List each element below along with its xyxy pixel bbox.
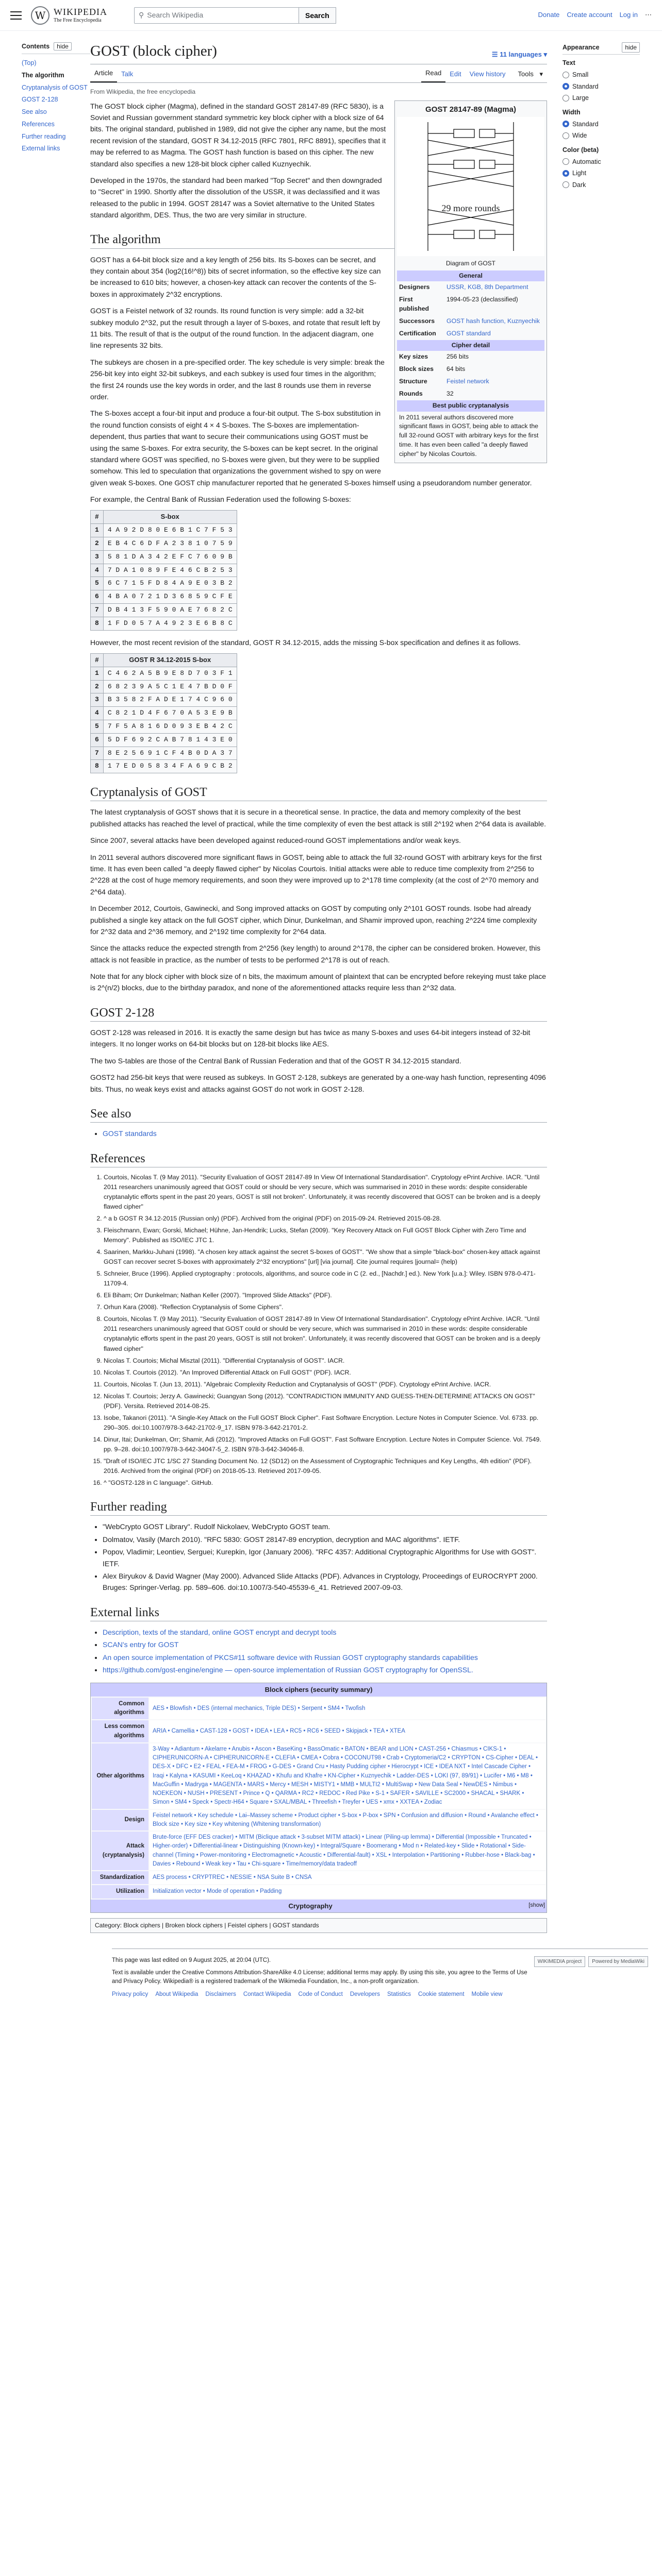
infobox-caption: Diagram of GOST [445, 260, 496, 267]
toc-item-further-reading[interactable]: Further reading [22, 132, 66, 140]
feistel-diagram [397, 117, 544, 256]
text-standard-option[interactable]: Standard [562, 81, 640, 93]
tab-article[interactable]: Article [90, 68, 117, 83]
list-item: 9. Nicolas T. Courtois; Michal Misztal (2011). "Differential Cryptanalysis of GOST". IACR. [104, 1356, 547, 1366]
appearance-hide-button[interactable]: hide [622, 42, 640, 53]
list-item: 4. Saarinen, Markku-Juhani (1998). "A chosen key attack against the secret S-boxes of GOST". "We show that a simple "black-box" chosen-key attack against GOST can recover secret S-boxes with approximately 2^32 encryptions" [url] [via journal]. Cite journal requires |journal= (help) [104, 1247, 547, 1267]
crypt-p5: Since the attacks reduce the expected strength from 2^256 (key length) to around 2^178, the cipher can be considered broken. However, this attack is not feasible in practice, as the number of tests to be performed 2^178 is out of reach. [90, 944, 541, 964]
list-item: 15. "Draft of ISO/IEC JTC 1/SC 27 Standing Document No. 12 (SD12) on the Assessment of Cryptographic Techniques and Key Lengths, 4th edition" (PDF). 2016. Archived from the original (PDF) on 2018-05-13. Retrieved 2017-09-05. [104, 1456, 547, 1476]
toc-item-gost2[interactable]: GOST 2-128 [22, 96, 58, 104]
wikipedia-logo[interactable] [31, 6, 119, 25]
infobox-best-text: In 2011 several authors discovered more significant flaws in GOST, being able to attack the full 32-round GOST with arbitrary keys for the first time. It has even been called "a deeply flawed cipher" by Nicolas Courtois. [399, 413, 539, 457]
header [0, 0, 662, 31]
crypt-p6: Note that for any block cipher with block size of n bits, the maximum amount of plaintext that can be encrypted before rekeying must take place is 2^(n/2) blocks, due to the birthday paradox, and none of the aforementioned attacks require less than 2^32 data. [90, 972, 547, 992]
heading-algorithm: The algorithm [90, 232, 547, 248]
see-also-link[interactable]: GOST standards [103, 1129, 157, 1138]
list-item: 11. Courtois, Nicolas T. (Jun 13, 2011). "Algebraic Complexity Reduction and Cryptanalysis of GOST" (PDF). Cryptology ePrint Archive. IACR. [104, 1380, 547, 1389]
page-footer [112, 1948, 648, 1999]
tab-read[interactable]: Read [421, 68, 445, 83]
infobox-detail-header: Cipher detail [397, 340, 544, 351]
gost2-p3: GOST2 had 256-bit keys that were reused as subkeys. In GOST 2-128, subkeys are generated by a one-way hash function, representing 4096 bits. Thus, no weak keys exist and attacks against GOST do not work in GOST 2-128. [90, 1073, 546, 1093]
search-form [134, 7, 336, 24]
wikimedia-badge[interactable]: WIKIMEDIA project [534, 1956, 586, 1967]
footer-link[interactable]: Mobile view [471, 1991, 503, 1998]
list-item: 7. Orhun Kara (2008). "Reflection Cryptanalysis of Some Ciphers". [104, 1302, 547, 1312]
list-item[interactable]: Description, texts of the standard, online GOST encrypt and decrypt tools [103, 1628, 337, 1636]
category-links[interactable]: Category: Block ciphers | Broken block ciphers | Feistel ciphers | GOST standards [90, 1918, 547, 1933]
infobox-general-header: General [397, 270, 544, 282]
heading-cryptanalysis: Cryptanalysis of GOST [90, 785, 547, 801]
footer-link[interactable]: Developers [350, 1991, 380, 1998]
text-large-option[interactable]: Large [562, 92, 640, 104]
donate-link[interactable]: Donate [538, 11, 560, 19]
heading-external-links: External links [90, 1605, 547, 1621]
infobox-best-header: Best public cryptanalysis [397, 400, 544, 412]
search-icon: ⚲ [139, 11, 144, 20]
list-item: 12. Nicolas T. Courtois; Jerzy A. Gawinecki; Guangyan Song (2012). "CONTRADICTION IMMUNITY AND GUESS-THEN-DETERMINE ATTACKS ON GOST" (PDF). Versita. Retrieved 2014-08-25. [104, 1392, 547, 1411]
text-size-label: Text [562, 59, 575, 66]
heading-references: References [90, 1151, 547, 1167]
list-item: 10. Nicolas T. Courtois (2012). "An Improved Differential Attack on Full GOST" (PDF). IACR. [104, 1368, 547, 1378]
tab-edit[interactable]: Edit [450, 70, 461, 78]
infobox [394, 100, 547, 463]
tab-talk[interactable]: Talk [121, 70, 134, 78]
toc-item-cryptanalysis[interactable]: Cryptanalysis of GOST [22, 83, 88, 91]
table-row: 5 7 F 5 A 8 1 6 D 0 9 3 E B 4 2 C [91, 720, 237, 734]
infobox-title: GOST 28147-89 (Magma) [425, 105, 516, 114]
navbox-cryptography[interactable]: Cryptography [show] [91, 1900, 547, 1913]
toc-hide-button[interactable]: hide [54, 42, 72, 50]
width-wide-option[interactable]: Wide [562, 130, 640, 142]
wikipedia-globe-icon: W [31, 6, 49, 25]
wordmark: WIKIPEDIA [54, 7, 107, 18]
table-row: 6 4 B A 0 7 2 1 D 3 6 8 5 9 C F E [91, 590, 237, 604]
license-text: Text is available under the Creative Commons Attribution-ShareAlike 4.0 License; additional terms may apply. By using this site, you agree to the Terms of Use and Privacy Policy. Wikipedia® is a registered trademark of the Wikimedia Foundation, Inc., a non-profit organization. [112, 1969, 527, 1985]
create-account-link[interactable]: Create account [567, 11, 613, 19]
toc-top[interactable]: (Top) [22, 59, 37, 66]
crypt-p1: The latest cryptanalysis of GOST shows that it is secure in a theoretical sense. In practice, the data and memory complexity of the best published attacks has reached the level of practical, while the time complexity of even the best attack is still 2^192 when 2^64 data is available. [90, 808, 546, 828]
table-row: 7 D B 4 1 3 F 5 9 0 A E 7 6 8 2 C [91, 604, 237, 617]
algorithm-p5: For example, the Central Bank of Russian Federation used the following S-boxes: [90, 495, 351, 504]
main-menu-icon[interactable] [10, 11, 22, 20]
footer-link[interactable]: Disclaimers [205, 1991, 236, 1998]
list-item: 2. ^ a b GOST R 34.12-2015 (Russian only) (PDF). Archived from the original (PDF) on 2015-09-24. Retrieved 2015-08-28. [104, 1214, 547, 1224]
navbox-block-ciphers: Block ciphers (security summary) Common algorithms AES • Blowfish • DES (internal mechanics, Triple DES) • Serpent • SM4 • Twofish Less common algorithms ARIA • Camellia • CAST-128 • GOST • IDEA • LEA • RC5 • RC6 • SEED • Skipjack • TEA • XTEA Other algorithms 3-Way • Adiantum • Akelarre • Anubis • Ascon • BaseKing • BassOmatic • BATON • BEAR and LION • CAST-256 • Chiasmus • CIKS-1 • CIPHERUNICORN-A • CIPHERUNICORN-E • CLEFIA • CMEA • Cobra • COCONUT98 • Crab • Cryptomeria/C2 • CRYPTON • CS-Cipher • DEAL • DES-X • DFC • E2 • FEAL • FEA-M • FROG • G-DES • Grand Cru • Hasty Pudding cipher • Hierocrypt • ICE • IDEA NXT • Intel Cascade Cipher • Iraqi • Kalyna • KASUMI • KeeLoq • KHAZAD • Khufu and Khafre • KN-Cipher • Kuznyechik • Ladder-DES • LOKI (97, 89/91) • Lucifer • M6 • M8 • MacGuffin • Madryga • MAGENTA • MARS • Mercy • MESH • MISTY1 • MMB • MULTI2 • MultiSwap • New Data Seal • NewDES • Nimbus • NOEKEON • NUSH • PRESENT • Prince • Q • QARMA • RC2 • REDOC • Red Pike • S-1 • SAFER • SAVILLE • SC2000 • SHACAL • SHARK • Simon • SM4 • Speck • Spectr-H64 • Square • SXAL/MBAL • Threefish • Treyfer • UES • xmx • XXTEA • Zodiac Design Feistel network • Key schedule • Lai–Massey scheme • Product cipher • S-box • P-box • SPN • Confusion and diffusion • Round • Avalanche effect • Block size • Key size • Key whitening (Whitening transformation) Attack (cryptanalysis) Brute-force (EFF DES cracker) • MITM (Biclique attack • 3-subset MITM attack) • Linear (Piling-up lemma) • Differential (Impossible • Truncated • Higher-order) • Differential-linear • Distinguishing (Known-key) • Integral/Square • Boomerang • Mod n • Related-key • Slide • Rotational • Side-channel (Timing • Power-monitoring • Electromagnetic • Acoustic • Differential-fault) • XSL • Interpolation • Partitioning • Rubber-hose • Black-bag • Davies • Rebound • Weak key • Tau • Chi-square • Time/memory/data tradeoff Standardization AES process • CRYPTREC • NESSIE • NSA Suite B • CNSA Utilization Initialization vector • Mode of operation • Padding Cryptography [show] [90, 1683, 547, 1913]
table-row: 8 1 F D 0 5 7 A 4 9 2 3 E 6 B 8 C [91, 617, 237, 630]
toc-item-see-also[interactable]: See also [22, 108, 47, 115]
width-label: Width [562, 108, 581, 116]
crypt-p2: Since 2007, several attacks have been developed against reduced-round GOST implementations and/or weak keys. [90, 836, 461, 845]
text-small-option[interactable]: Small [562, 69, 640, 81]
list-item: 14. Dinur, Itai; Dunkelman, Orr; Shamir, Adi (2012). "Improved Attacks on Full GOST". Fast Software Encryption. Lecture Notes in Computer Science. Vol. 7549. pp. 9–28. doi:10.1007/978-3-642-34047-5_2. ISBN 978-3-642-34046-8. [104, 1435, 547, 1454]
list-item: 3. Fleischmann, Ewan; Gorski, Michael; Hühne, Jan-Hendrik; Lucks, Stefan (2009). "Key Recovery Attack on Full GOST Block Cipher with Zero Time and Memory". Published as ISO/IEC JTC 1. [104, 1226, 547, 1245]
heading-gost2: GOST 2-128 [90, 1005, 547, 1022]
external-links-list [90, 1626, 547, 1676]
list-item: 13. Isobe, Takanori (2011). "A Single-Key Attack on the Full GOST Block Cipher". Fast Software Encryption. Lecture Notes in Computer Science. Vol. 6733. pp. 290–305. doi:10.1007/978-3-642-21702-9_17. ISBN 978-3-642-21701-2. [104, 1413, 547, 1433]
list-item[interactable]: An open source implementation of PKCS#11 software device with Russian GOST cryptography standards capabilities [103, 1653, 478, 1662]
table-row: 5 6 C 7 1 5 F D 8 4 A 9 E 0 3 B 2 [91, 577, 237, 590]
tab-history[interactable]: View history [469, 70, 506, 78]
color-dark-option[interactable]: Dark [562, 179, 640, 191]
width-standard-option[interactable]: Standard [562, 118, 640, 130]
page-title: GOST (block cipher) ☰ 11 languages ▾ [90, 39, 547, 64]
algorithm-p1: GOST has a 64-bit block size and a key length of 256 bits. Its S-boxes can be secret, and they contain about 354 (log2(16!^8)) bits of secret information, so the effective key size can be increased to 610 bits; however, a chosen-key attack can recover the contents of the S-boxes in approximately 2^32 encryptions. [90, 255, 381, 298]
mediawiki-badge[interactable]: Powered by MediaWiki [588, 1956, 648, 1967]
navbox-title[interactable]: Block ciphers (security summary) [91, 1683, 547, 1697]
table-row: 2 E B 4 C 6 D F A 2 3 8 1 0 7 5 9 [91, 537, 237, 551]
last-edited: This page was last edited on 9 August 2025, at 20:04 (UTC). [112, 1957, 271, 1964]
algorithm-p2: GOST is a Feistel network of 32 rounds. Its round function is very simple: add a 32-bit subkey modulo 2^32, put the result through a layer of S-boxes, and rotate that result left by 11 bits. The result of that is the output of the round function. In the adjacent diagram, one line represents 32 bits. [90, 307, 380, 350]
list-item: 1. Courtois, Nicolas T. (9 May 2011). "Security Evaluation of GOST 28147-89 In View Of International Standardisation". Cryptology ePrint Archive. IACR. "Until 2011 researchers unanimously agreed that GOST could or should be very secure, which was summarised in 2010 in these words: despite considerable cryptanalytic efforts spent in the past 20 years, GOST is still not broken". Unfortunately, it was recently discovered that GOST can be broken and is a deeply flawed cipher" [104, 1173, 547, 1212]
list-item: 16. ^ "GOST2-128 in C language". GitHub. [104, 1478, 547, 1488]
gost2-p2: The two S-tables are those of the Central Bank of Russian Federation and that of the GOST R 34.12-2015 standard. [90, 1056, 461, 1065]
list-item: 8. Courtois, Nicolas T. (9 May 2011). "Security Evaluation of GOST 28147-89 In View Of International Standardisation". Cryptology ePrint Archive. IACR. "Until 2011 researchers unanimously agreed that GOST could or should be very secure, which was summarised in 2010 in these words: despite considerable cryptanalytic efforts spent in the past 20 years, GOST is still not broken". Unfortunately, it was recently discovered that GOST can be broken and is a deeply flawed cipher" [104, 1314, 547, 1353]
footer-link[interactable]: Contact Wikipedia [243, 1991, 291, 1998]
table-of-contents [0, 31, 90, 1933]
references-list [90, 1173, 547, 1488]
intro-p1: The GOST block cipher (Magma), defined in the standard GOST 28147-89 (RFC 5830), is a Soviet and Russian government standard symmetric key block cipher with a block size of 64 bits. The original standard, published in 1989, did not give the cipher any name, but the most recent revision of the standard, GOST R 34.12-2015 (RFC 7801, RFC 8891), specifies that it may be referred to as Magma. The GOST hash function is based on this cipher. The new standard also specifies a new 128-bit block cipher called Kuznyechik. [90, 101, 386, 168]
algorithm-p3: The subkeys are chosen in a pre-specified order. The key schedule is very simple: break the 256-bit key into eight 32-bit subkeys, and each subkey is used four times in the algorithm; the first 24 rounds use the key words in order, and the last 8 rounds use them in reverse order. [90, 358, 385, 401]
list-item: • Alex Biryukov & David Wagner (May 2000). Advanced Slide Attacks (PDF). Advances in Cryptology, Proceedings of EUROCRYPT 2000. Bruges: Springer-Verlag. pp. 589–606. doi:10.1007/3-540-45539-6_41. Retrieved 2007-09-03. [103, 1570, 547, 1594]
table-row: 1 4 A 9 2 D 8 0 E 6 B 1 C 7 F 5 3 [91, 524, 237, 537]
table-row: 8 1 7 E D 0 5 8 3 4 F A 6 9 C B 2 [91, 760, 237, 773]
table-row: 3 5 8 1 D A 3 4 2 E F C 7 6 0 9 B [91, 550, 237, 564]
footer-link[interactable]: Cookie statement [418, 1991, 465, 1998]
table-row: 2 6 8 2 3 9 A 5 C 1 E 4 7 B D 0 F [91, 680, 237, 693]
login-link[interactable]: Log in [619, 11, 638, 19]
page-tabs [90, 64, 547, 83]
toc-item-algorithm[interactable]: The algorithm [22, 71, 64, 79]
tab-tools[interactable]: Tools ▾ [518, 70, 543, 78]
language-button[interactable]: ☰ 11 languages ▾ [491, 50, 547, 58]
tagline: The Free Encyclopedia [54, 17, 102, 23]
table-row: 7 8 E 2 5 6 9 1 C F 4 B 0 D A 3 7 [91, 747, 237, 760]
article [90, 31, 547, 1933]
footer-link[interactable]: Statistics [387, 1991, 411, 1998]
table-row: 6 5 D F 6 9 2 C A B 7 8 1 4 3 E 0 [91, 733, 237, 747]
list-item[interactable]: https://github.com/gost-engine/engine — open-source implementation of Russian GOST cryptography for OpenSSL. [103, 1666, 473, 1674]
sbox-table-2015: # GOST R 34.12-2015 S-box 1 C 4 6 2 A 5 B 9 E 8 D 7 0 3 F 1 2 6 8 2 3 9 A 5 C 1 E 4 7 B D 0 F 3 B 3 5 8 2 F A D E 1 7 4 C 9 6 0 4 C 8 2 1 D 4 F 6 7 0 A 5 3 E 9 B 5 7 F 5 A 8 1 6 D 0 9 3 E B 4 2 C 6 5 D F 6 9 2 C A B 7 8 1 4 3 E 0 7 8 E 2 5 6 9 1 C F 4 B 0 D A 3 7 8 1 7 E D 0 5 8 3 4 F A 6 9 C B 2 [90, 653, 237, 773]
list-item: • Dolmatov, Vasily (March 2010). "RFC 5830: GOST 28147-89 encryption, decryption and MAC algorithms". IETF. [103, 1534, 547, 1545]
navbox-show-button[interactable]: [show] [528, 1902, 545, 1908]
further-reading-list [90, 1521, 547, 1593]
list-item: 5. Schneier, Bruce (1996). Applied cryptography : protocols, algorithms, and source code in C (2. ed., [Nachdr.] ed.). New York [u.a.]: Wiley. ISBN 978-0-471-11709-4. [104, 1269, 547, 1289]
diagram-rounds-label: 29 more rounds [441, 203, 500, 214]
crypt-p4: In December 2012, Courtois, Gawinecki, and Song improved attacks on GOST by computing only 2^101 GOST rounds. Isobe had already published a single key attack on the full GOST cipher, which Dinur, Dunkelman, and Shamir improved upon, reaching 2^224 time complexity for 2^32 data and 2^36 memory, and 2^192 time complexity for 2^64 data. [90, 904, 537, 936]
heading-see-also: See also [90, 1106, 547, 1123]
sbox-table-cbr: # S-box 1 4 A 9 2 D 8 0 E 6 B 1 C 7 F 5 3 2 E B 4 C 6 D F A 2 3 8 1 0 7 5 9 3 5 8 1 D A 3 4 2 E F C 7 6 0 9 B 4 7 D A 1 0 8 9 F E 4 6 C B 2 5 3 5 6 C 7 1 5 F D 8 4 A 9 E 0 3 B 2 6 4 B A 0 7 2 1 D 3 6 8 5 9 C F E 7 D B 4 1 3 F 5 9 0 A E 7 6 8 2 C 8 1 F D 0 5 7 A 4 9 2 3 E 6 B 8 C [90, 510, 237, 630]
toc-item-references[interactable]: References [22, 120, 55, 128]
search-button[interactable]: Search [299, 7, 336, 24]
user-menu-icon[interactable]: ⋯ [645, 11, 652, 19]
gost2-p1: GOST 2-128 was released in 2016. It is exactly the same design but has twice as many S-boxes and uses 64-bit integers instead of 32-bit integers. It no longer works on 64-bit blocks but on 128-bit blocks like AES. [90, 1028, 531, 1048]
list-item: • "WebCrypto GOST Library". Rudolf Nickolaev, WebCrypto GOST team. [103, 1521, 547, 1532]
intro-p2: Developed in the 1970s, the standard had been marked "Top Secret" and then downgraded to "Secret" in 1990. Shortly after the dissolution of the USSR, it was declassified and it was released to the public in 1994. GOST 28147 was a Soviet alternative to the United States standard algorithm, DES. Thus, the two are very similar in structure. [90, 176, 382, 219]
toc-item-external-links[interactable]: External links [22, 145, 60, 152]
table-row: 3 B 3 5 8 2 F A D E 1 7 4 C 9 6 0 [91, 693, 237, 707]
algorithm-p6: However, the most recent revision of the standard, GOST R 34.12-2015, adds the missing S-box specification and defines it as follows. [90, 638, 521, 647]
footer-link[interactable]: Privacy policy [112, 1991, 148, 1998]
list-item: • Popov, Vladimir; Leontiev, Serguei; Kurepkin, Igor (January 2006). "RFC 4357: Additional Cryptographic Algorithms for Use with GOST". IETF. [103, 1546, 547, 1569]
toc-header: Contents hide [22, 41, 90, 54]
footer-link[interactable]: About Wikipedia [155, 1991, 198, 1998]
algorithm-p4: The S-boxes accept a four-bit input and produce a four-bit output. The S-box substitution in the round function consists of eight 4 × 4 S-boxes. The S-boxes are implementation-dependent, thus parties that want to secure their communications using GOST must be using the same S-boxes. For extra security, the S-boxes can be kept secret. In the original standard where GOST was specified, no S-boxes were given, but they were to be supplied somehow. This led to speculation that organizations the government wished to spy on were given weak S-boxes. One GOST chip manufacturer reported that he generated S-boxes himself using a pseudorandom number generator. [90, 409, 532, 487]
infobox-general-table: Designers USSR, KGB, 8th Department First published 1994-05-23 (declassified) Successors GOST hash function, Kuznyechik Certification GOST standard [399, 283, 540, 337]
infobox-detail-table: Key sizes 256 bits Block sizes 64 bits Structure Feistel network Rounds 32 [399, 353, 489, 397]
footer-link[interactable]: Code of Conduct [298, 1991, 343, 1998]
tagline-from: From Wikipedia, the free encyclopedia [90, 88, 196, 96]
list-item: 6. Eli Biham; Orr Dunkelman; Nathan Keller (2007). "Improved Slide Attacks" (PDF). [104, 1291, 547, 1300]
heading-further-reading: Further reading [90, 1499, 547, 1516]
search-input[interactable]: ⚲ Search Wikipedia [134, 7, 299, 24]
table-row: 4 C 8 2 1 D 4 F 6 7 0 A 5 3 E 9 B [91, 707, 237, 720]
crypt-p3: In 2011 several authors discovered more significant flaws in GOST, being able to attack the full 32-round GOST with arbitrary keys for the first time. It has even been called "a deeply flawed cipher" by Nicolas Courtois. Initial attacks were able to reduce time complexity from 2^256 to 2^228 at the cost of huge memory requirements, and soon they were improved up to 2^178 time complexity (at the cost of 2^70 memory and 2^64 data). [90, 853, 542, 896]
color-label: Color (beta) [562, 146, 599, 154]
color-automatic-option[interactable]: Automatic [562, 156, 640, 168]
table-row: 4 7 D A 1 0 8 9 F E 4 6 C B 2 5 3 [91, 564, 237, 577]
list-item[interactable]: SCAN's entry for GOST [103, 1640, 179, 1649]
color-light-option[interactable]: Light [562, 167, 640, 179]
table-row: 1 C 4 6 2 A 5 B 9 E 8 D 7 0 3 F 1 [91, 667, 237, 680]
appearance-panel: Appearance hide Text Small Standard Large Width Standard Wide Color (beta) Automatic Light Dark [547, 31, 640, 1933]
